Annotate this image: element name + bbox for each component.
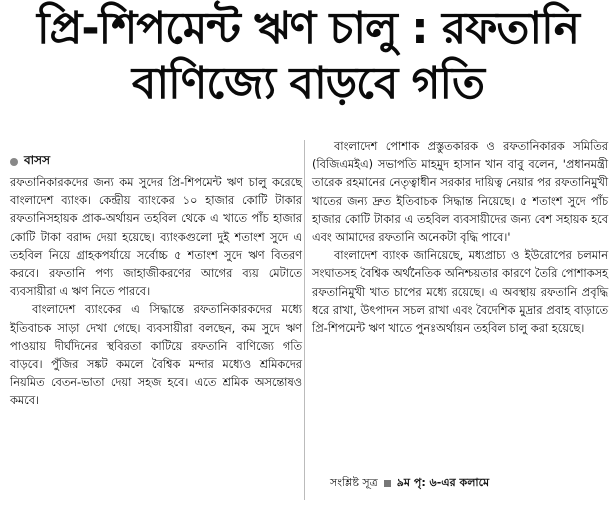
right-column <box>312 138 608 338</box>
left-column <box>10 174 302 411</box>
continuation-label: সংশ্লিষ্ট সূত্র <box>330 476 378 489</box>
paragraph: বাংলাদেশ পোশাক প্রস্তুতকারক ও রফতানিকারক সমিতির (বিজিএমইএ) সভাপতি মাহমুদ হাসান খান বাবু বলেন, 'প্রধানমন্ত্রী তারেক রহমানের নেতৃত্বাধীন সরকার দায়িত্ব নেয়ার পর রফতানিমুখী খাতের জন্য দ্রুত ইতিবাচক সিদ্ধান্ত নিয়েছে। ৫ শতাংশ সুদে পাঁচ হাজার কোটি টাকার এ তহবিল ব্যবসায়ীদের জন্য বেশ সহায়ক হবে এবং আমাদের রফতানি অনেকটা বৃদ্ধি পাবে।' <box>312 140 608 245</box>
bullet-icon <box>10 158 18 166</box>
continuation-page-ref: ৯ম পৃ: ৬-এর কলামে <box>396 476 490 489</box>
headline <box>0 2 616 112</box>
column-divider <box>304 140 305 500</box>
paragraph: বাংলাদেশ ব্যাংকের এ সিদ্ধান্তে রফতানিকারকদের মধ্যে ইতিবাচক সাড়া দেখা গেছে। ব্যবসায়ীরা বলছেন, কম সুদে ঋণ পাওয়ায় দীর্ঘদিনের স্থবিরতা কাটিয়ে রফতানি বাণিজ্যে গতি বাড়বে। পুঁজির সঙ্কট কমলে বৈশ্বিক মন্দার মধ্যেও শ্রমিকদের নিয়মিত বেতন-ভাতা দেয়া সহজ হবে। এতে শ্রমিক অসন্তোষও কমবে। <box>10 303 302 408</box>
paragraph: রফতানিকারকদের জন্য কম সুদের প্রি-শিপমেন্ট ঋণ চালু করেছে বাংলাদেশ ব্যাংক। কেন্দ্রীয় ব্যাংকের ১০ হাজার কোটি টাকার রফতানিসহায়ক প্রাক-অর্থায়ন তহবিল থেকে এ খাতে পাঁচ হাজার কোটি টাকা বরাদ্দ দেয়া হয়েছে। ব্যাংকগুলো দুই শতাংশ সুদে এ তহবিল নিয়ে গ্রাহকপর্যায়ে সর্বোচ্চ ৫ শতাংশ সুদে ঋণ বিতরণ করবে। রফতানি পণ্য জাহাজীকরণের আগের ব্যয় মেটাতে ব্যবসায়ীরা এ ঋণ নিতে পারবে। <box>10 176 302 299</box>
square-bullet-icon <box>384 480 391 487</box>
paragraph: বাংলাদেশ ব্যাংক জানিয়েছে, মধ্যপ্রাচ্য ও ইউরোপের চলমান সংঘাতসহ বৈশ্বিক অর্থনৈতিক অনিশ্চয়তার কারণে তৈরি পোশাকসহ রফতানিমুখী খাত চাপের মধ্যে রয়েছে। এ অবস্থায় রফতানি প্রবৃদ্ধি ধরে রাখা, উৎপাদন সচল রাখা এবং বৈদেশিক মুদ্রার প্রবাহ বাড়াতে প্রি-শিপমেন্ট ঋণ খাতে পুনঃঅর্থায়ন তহবিল চালু করা হয়েছে। <box>312 249 608 336</box>
byline <box>10 152 50 172</box>
continuation-note <box>330 474 489 493</box>
headline-line-2: বাণিজ্যে বাড়বে গতি <box>131 58 485 109</box>
byline-source: বাসস <box>24 153 51 167</box>
headline-line-1: প্রি-শিপমেন্ট ঋণ চালু : রফতানি <box>36 3 580 54</box>
